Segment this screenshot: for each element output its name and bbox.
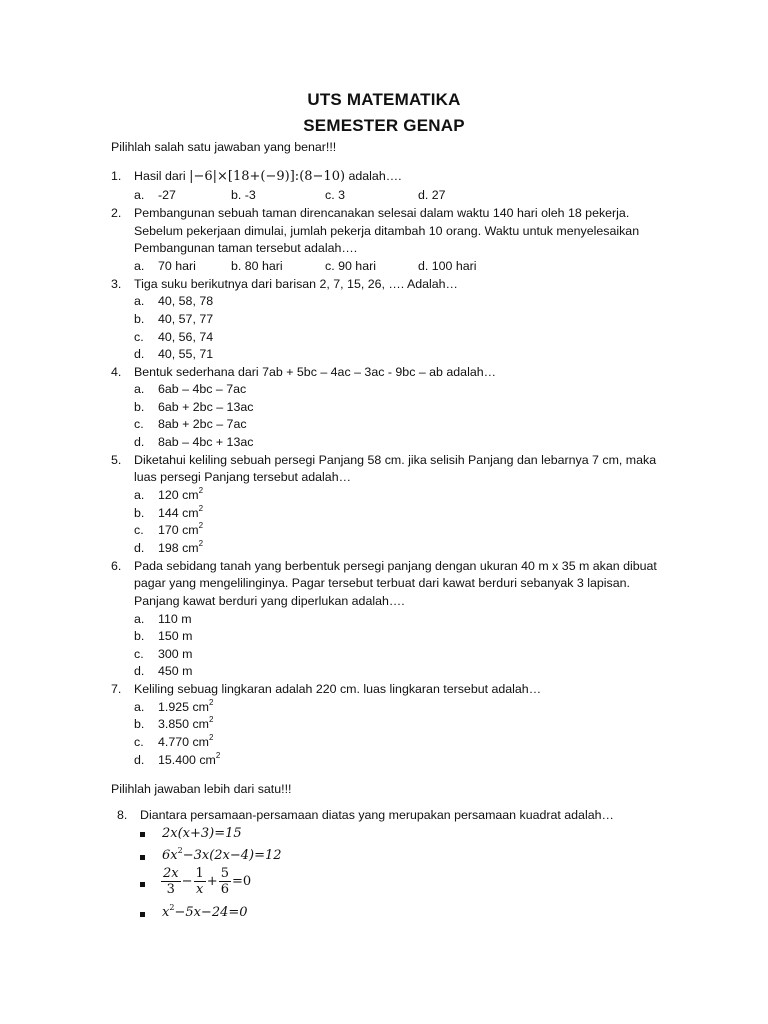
option-b: b. -3 — [231, 188, 256, 202]
instruction-multiple-choice: Pilihlah jawaban lebih dari satu!!! — [111, 782, 292, 796]
bullet-icon — [140, 832, 145, 837]
option-value: 144 cm — [158, 506, 199, 520]
option-value: 15.400 cm — [158, 753, 216, 767]
option-d: 8ab – 4bc + 13ac — [158, 435, 254, 449]
question-text-line: Diketahui keliling sebuah persegi Panjang 58 cm. jika selisih Panjang dan lebarnya 7 cm, maka — [134, 453, 657, 467]
question-text-line: pagar yang mengelilinginya. Pagar tersebut terbuat dari kawat berduri sebanyak 3 lapisan. — [134, 576, 630, 590]
option-label: a. — [134, 188, 145, 202]
option-label: b. — [134, 717, 145, 731]
option-label: a. — [134, 294, 145, 308]
option-d: 40, 55, 71 — [158, 347, 214, 361]
superscript: 2 — [177, 846, 183, 855]
superscript: 2 — [169, 903, 175, 912]
option-label: b. — [134, 400, 145, 414]
option-d — [158, 752, 220, 769]
option-b: 40, 57, 77 — [158, 312, 214, 326]
option-a: 110 m — [158, 612, 192, 626]
question-text-line: Bentuk sederhana dari 7ab + 5bc – 4ac – 3ac - 9bc – ab adalah… — [134, 365, 496, 379]
question-text-line: Pembangunan sebuah taman direncanakan selesai dalam waktu 140 hari oleh 18 pekerja. — [134, 206, 630, 220]
superscript: 2 — [198, 504, 204, 513]
option-label: d. — [134, 435, 145, 449]
option-d: 450 m — [158, 664, 193, 678]
superscript: 2 — [208, 698, 214, 707]
question-number: 4. — [111, 365, 122, 379]
equation-term: −3x(2x−4)=12 — [182, 848, 282, 863]
superscript: 2 — [208, 715, 214, 724]
numerator: 5 — [220, 866, 229, 881]
exam-subtitle: SEMESTER GENAP — [303, 116, 465, 135]
option-a — [158, 699, 213, 716]
question-number: 6. — [111, 559, 122, 573]
question-number: 8. — [117, 808, 128, 822]
denominator: 3 — [166, 882, 175, 897]
question-number: 7. — [111, 682, 122, 696]
option-label: b. — [134, 506, 145, 520]
option-label: d. — [134, 753, 145, 767]
question-text — [134, 168, 402, 185]
option-d — [158, 540, 203, 557]
option-value: 170 cm — [158, 523, 199, 537]
option-label: d. — [134, 664, 145, 678]
equation-term: −5x−24=0 — [174, 905, 248, 920]
option-a: 6ab – 4bc – 7ac — [158, 382, 247, 396]
option-label: a. — [134, 612, 145, 626]
equation-1 — [162, 825, 242, 842]
bullet-icon — [140, 882, 145, 887]
option-c: 40, 56, 74 — [158, 330, 214, 344]
option-label: c. — [134, 330, 144, 344]
equation-4 — [162, 904, 248, 921]
superscript: 2 — [198, 521, 204, 530]
option-d: d. 100 hari — [418, 259, 477, 273]
superscript: 2 — [215, 751, 221, 760]
option-b: 6ab + 2bc – 13ac — [158, 400, 254, 414]
option-label: a. — [134, 488, 145, 502]
option-c: 300 m — [158, 647, 193, 661]
option-label: a. — [134, 259, 145, 273]
exam-title: UTS MATEMATIKA — [307, 90, 461, 109]
option-c — [158, 522, 203, 539]
option-label: b. — [134, 312, 145, 326]
instruction-single-choice: Pilihlah salah satu jawaban yang benar!!! — [111, 140, 337, 154]
question-text-line: Pada sebidang tanah yang berbentuk persegi panjang dengan ukuran 40 m x 35 m akan dibuat — [134, 559, 657, 573]
question-number: 2. — [111, 206, 122, 220]
option-c — [158, 734, 213, 751]
superscript: 2 — [198, 486, 204, 495]
option-value: 198 cm — [158, 541, 199, 555]
option-a: -27 — [158, 188, 176, 202]
option-b — [158, 505, 203, 522]
option-value: 120 cm — [158, 488, 199, 502]
option-label: a. — [134, 700, 145, 714]
option-label: a. — [134, 382, 145, 396]
option-a — [158, 487, 203, 504]
math-expression: |−6|×[18+(−9)]:(8−10) — [189, 169, 346, 184]
option-b: 150 m — [158, 629, 193, 643]
question-number: 5. — [111, 453, 122, 467]
bullet-icon — [140, 855, 145, 860]
option-value: 4.770 cm — [158, 735, 209, 749]
option-label: c. — [134, 735, 144, 749]
superscript: 2 — [198, 539, 204, 548]
question-text-line: luas persegi Panjang tersebut adalah… — [134, 470, 351, 484]
option-b: b. 80 hari — [231, 259, 283, 273]
denominator: 6 — [220, 882, 229, 897]
option-label: c. — [134, 647, 144, 661]
option-label: c. — [134, 523, 144, 537]
question-text-line: Diantara persamaan-persamaan diatas yang merupakan persamaan kuadrat adalah… — [140, 808, 614, 822]
numerator: 1 — [195, 866, 204, 881]
fraction — [194, 866, 206, 897]
option-c: 8ab + 2bc – 7ac — [158, 417, 247, 431]
option-b — [158, 716, 213, 733]
option-a: 40, 58, 78 — [158, 294, 214, 308]
equation-term: x — [162, 905, 170, 920]
equation-3: $\frac{2x}{3}$ − $\frac{1}{x}$ + $\frac{5}{6}$ =0 — [163, 866, 252, 897]
question-text-line: Panjang kawat berduri yang diperlukan adalah…. — [134, 594, 405, 608]
equation-term: =0 — [231, 874, 252, 889]
equation-text: 2x(x+3)=15 — [162, 826, 242, 841]
option-label: d. — [134, 541, 145, 555]
question-text-line: Keliling sebuag lingkaran adalah 220 cm. luas lingkaran tersebut adalah… — [134, 682, 542, 696]
fraction — [219, 866, 231, 897]
bullet-icon — [140, 912, 145, 917]
option-d: d. 27 — [418, 188, 446, 202]
option-value: 3.850 cm — [158, 717, 209, 731]
question-text-line: Pembangunan taman tersebut adalah…. — [134, 241, 358, 255]
numerator: 2x — [163, 866, 179, 881]
option-value: 1.925 cm — [158, 700, 209, 714]
option-label: d. — [134, 347, 145, 361]
question-suffix: adalah…. — [348, 169, 402, 183]
equation-term: 6x — [162, 848, 178, 863]
question-text-line: Sebelum pekerjaan dimulai, jumlah pekerja ditambah 10 orang. Waktu untuk menyelesaikan — [134, 224, 640, 238]
equation-2 — [162, 847, 282, 864]
option-label: b. — [134, 629, 145, 643]
option-a: 70 hari — [158, 259, 196, 273]
question-number: 3. — [111, 277, 122, 291]
question-number: 1. — [111, 169, 122, 183]
question-text-line: Tiga suku berikutnya dari barisan 2, 7, 15, 26, …. Adalah… — [134, 277, 458, 291]
denominator: x — [195, 882, 204, 897]
option-c: c. 90 hari — [325, 259, 376, 273]
question-prefix: Hasil dari — [134, 169, 186, 183]
option-label: c. — [134, 417, 144, 431]
fraction — [161, 866, 181, 897]
superscript: 2 — [208, 733, 214, 742]
option-c: c. 3 — [325, 188, 345, 202]
